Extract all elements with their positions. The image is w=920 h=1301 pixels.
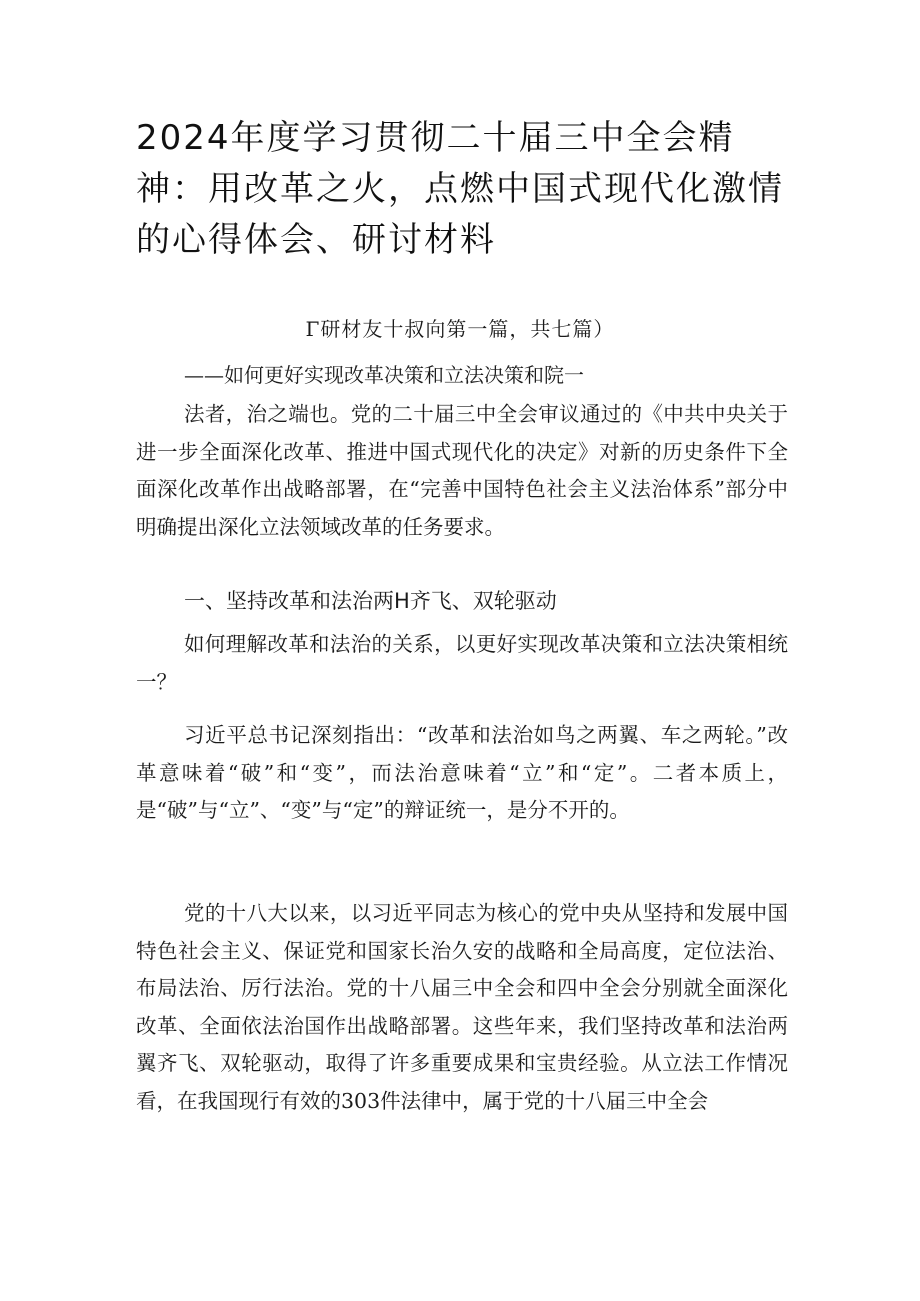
document-title: 2024年度学习贯彻二十届三中全会精神：用改革之火，点燃中国式现代化激情的心得体会、研讨材料 bbox=[136, 118, 784, 260]
series-note: Γ研材友十叔向第一篇，共七篇） bbox=[305, 317, 615, 341]
paragraph-question: 如何理解改革和法治的关系，以更好实现改革决策和立法决策相统一？ bbox=[136, 632, 788, 694]
paragraph-intro: 法者，治之端也。党的二十届三中全会审议通过的《中共中央关于进一步全面深化改革、推进中国式现代化的决定》对新的历史条件下全面深化改革作出战略部署，在“完善中国特色社会主义法治体系”部分中明确提出深化立法领域改革的任务要求。 bbox=[136, 402, 788, 539]
paragraph-quote: 习近平总书记深刻指出：“改革和法治如鸟之两翼、车之两轮。”改革意味着“破”和“变”，而法治意味着“立”和“定”。二者本质上，是“破”与“立”、“变”与“定”的辩证统一，是分不开的。 bbox=[136, 723, 788, 822]
section-heading-1: 一、坚持改革和法治两H齐飞、双轮驱动 bbox=[184, 589, 557, 613]
paragraph-history: 党的十八大以来，以习近平同志为核心的党中央从坚持和发展中国特色社会主义、保证党和国家长治久安的战略和全局高度，定位法治、布局法治、厉行法治。党的十八届三中全会和四中全会分别就全面深化改革、全面依法治国作出战略部署。这些年来，我们坚持改革和法治两翼齐飞、双轮驱动，取得了许多重要成果和宝贵经验。从立法工作情况看，在我国现行有效的303件法律中，属于党的十八届三中全会 bbox=[136, 901, 788, 1113]
document-subtitle: ——如何更好实现改革决策和立法决策和院一 bbox=[184, 363, 584, 387]
